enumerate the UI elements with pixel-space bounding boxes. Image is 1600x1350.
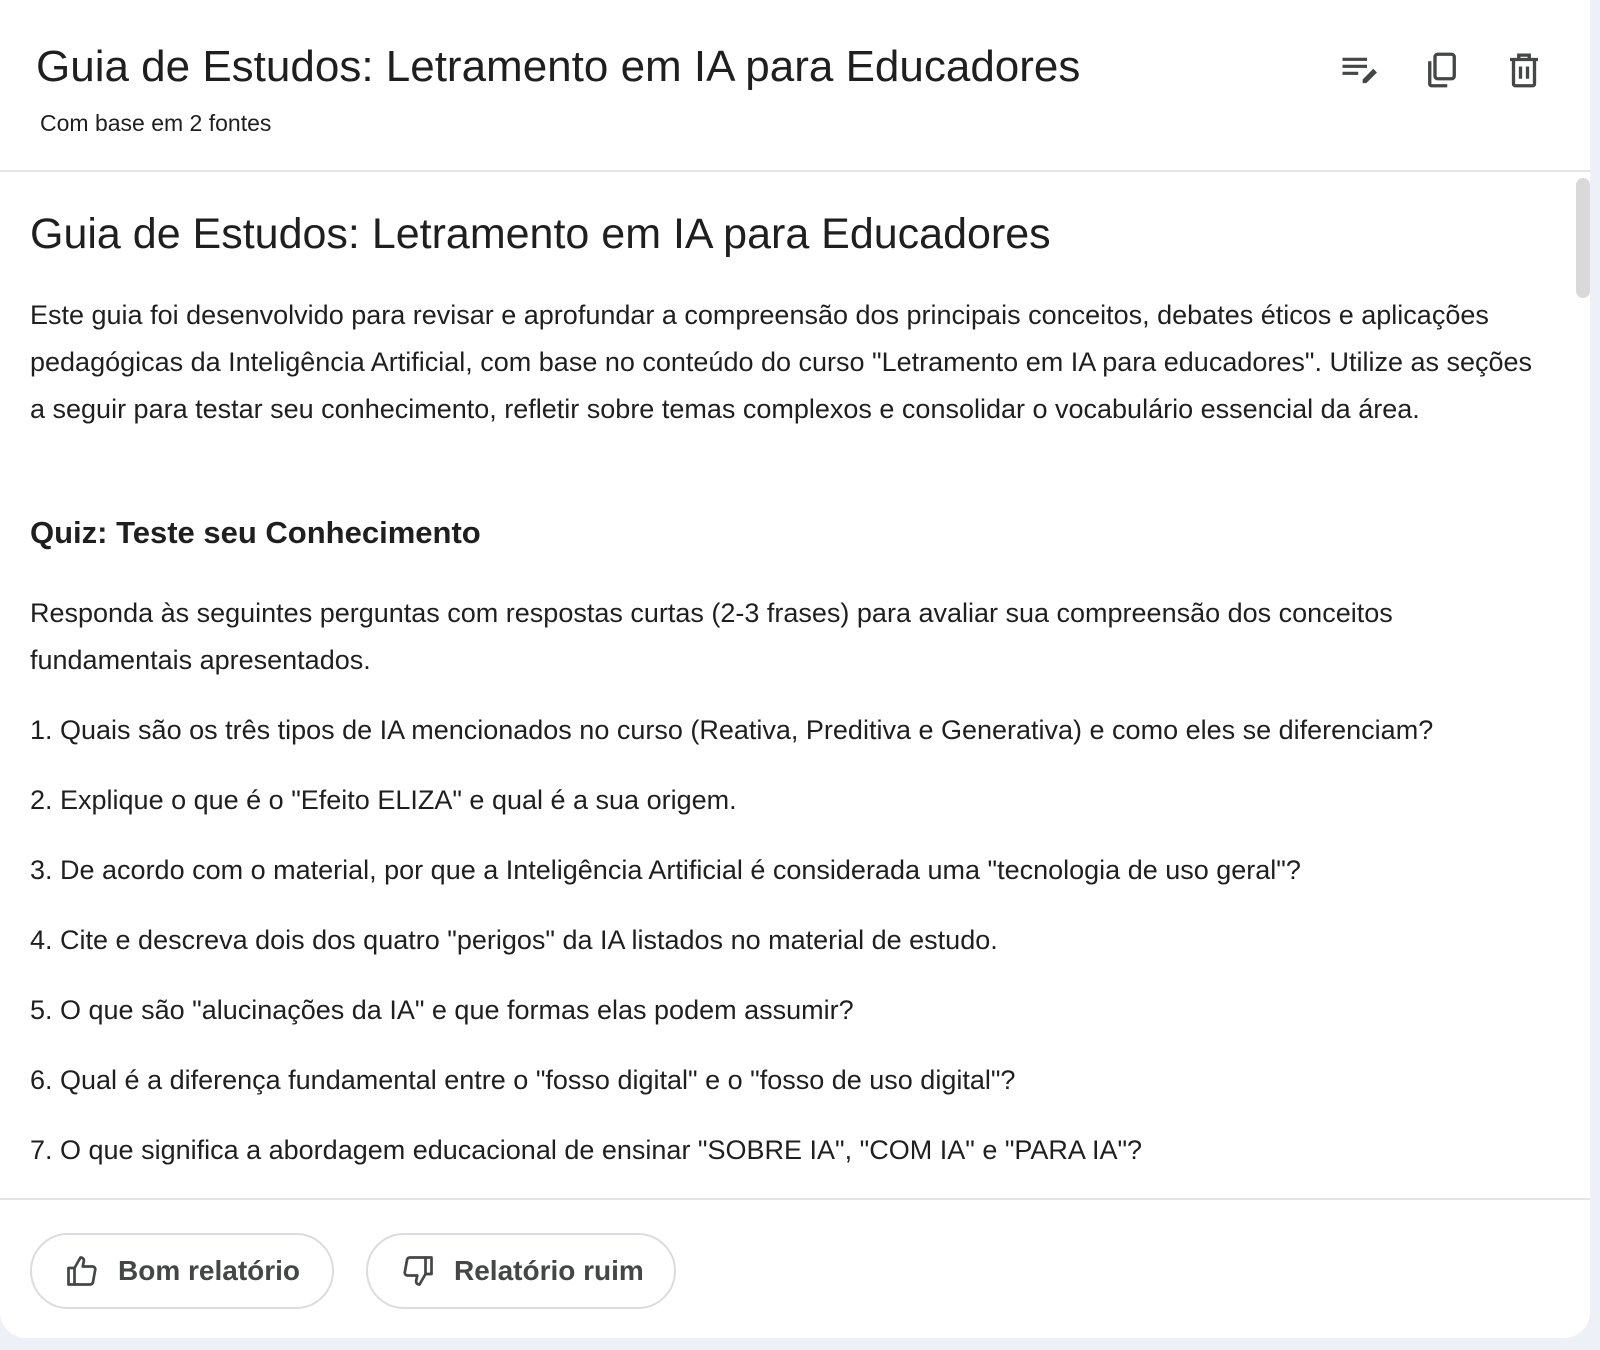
report-toolbar	[1334, 44, 1550, 96]
quiz-question: 5. O que são "alucinações da IA" e que formas elas podem assumir?	[30, 995, 854, 1025]
copy-icon	[1421, 49, 1463, 91]
quiz-question: 2. Explique o que é o "Efeito ELIZA" e qual é a sua origem.	[30, 785, 737, 815]
bad-report-label: Relatório ruim	[454, 1255, 644, 1286]
report-header	[0, 0, 1590, 172]
quiz-question: 3. De acordo com o material, por que a Inteligência Artificial é considerada uma "tecnologia de uso geral"?	[30, 855, 1301, 885]
document-title: Guia de Estudos: Letramento em IA para Educadores	[30, 210, 1051, 258]
copy-button[interactable]	[1416, 44, 1468, 96]
content-scrollbar[interactable]	[1576, 178, 1590, 298]
sources-count: Com base em 2 fontes	[40, 110, 272, 136]
edit-note-button[interactable]	[1334, 44, 1386, 96]
quiz-question: 4. Cite e descreva dois dos quatro "perigos" da IA listados no material de estudo.	[30, 925, 998, 955]
delete-button[interactable]	[1498, 44, 1550, 96]
report-content[interactable]	[0, 172, 1590, 1198]
quiz-question: 6. Qual é a diferença fundamental entre o "fosso digital" e o "fosso de uso digital"?	[30, 1065, 1016, 1095]
document-intro: Este guia foi desenvolvido para revisar e aprofundar a compreensão dos principais conceitos, debates éticos e aplicações pedagógicas da Inteligência Artificial, com base no conteúdo do curso "Letramento em IA para educadores". Utilize as seções a seguir para testar seu conhecimento, refletir sobre temas complexos e consolidar o vocabulário essencial da área.	[30, 300, 1533, 424]
quiz-heading: Quiz: Teste seu Conhecimento	[30, 515, 481, 550]
bad-report-button[interactable]	[366, 1233, 676, 1309]
feedback-footer	[0, 1198, 1590, 1338]
thumbs-up-icon	[64, 1253, 100, 1289]
edit-note-icon	[1339, 49, 1381, 91]
thumbs-down-icon	[400, 1253, 436, 1289]
quiz-intro: Responda às seguintes perguntas com respostas curtas (2-3 frases) para avaliar sua compreensão dos conceitos fundamentais apresentados.	[30, 598, 1393, 675]
good-report-label: Bom relatório	[118, 1255, 301, 1286]
quiz-question: 7. O que significa a abordagem educacional de ensinar "SOBRE IA", "COM IA" e "PARA IA"?	[30, 1135, 1143, 1165]
delete-icon	[1503, 49, 1545, 91]
good-report-button[interactable]	[30, 1233, 334, 1309]
report-title: Guia de Estudos: Letramento em IA para Educadores	[36, 42, 1081, 91]
quiz-question: 1. Quais são os três tipos de IA mencionados no curso (Reativa, Preditiva e Generativa) e como eles se diferenciam?	[30, 715, 1434, 745]
